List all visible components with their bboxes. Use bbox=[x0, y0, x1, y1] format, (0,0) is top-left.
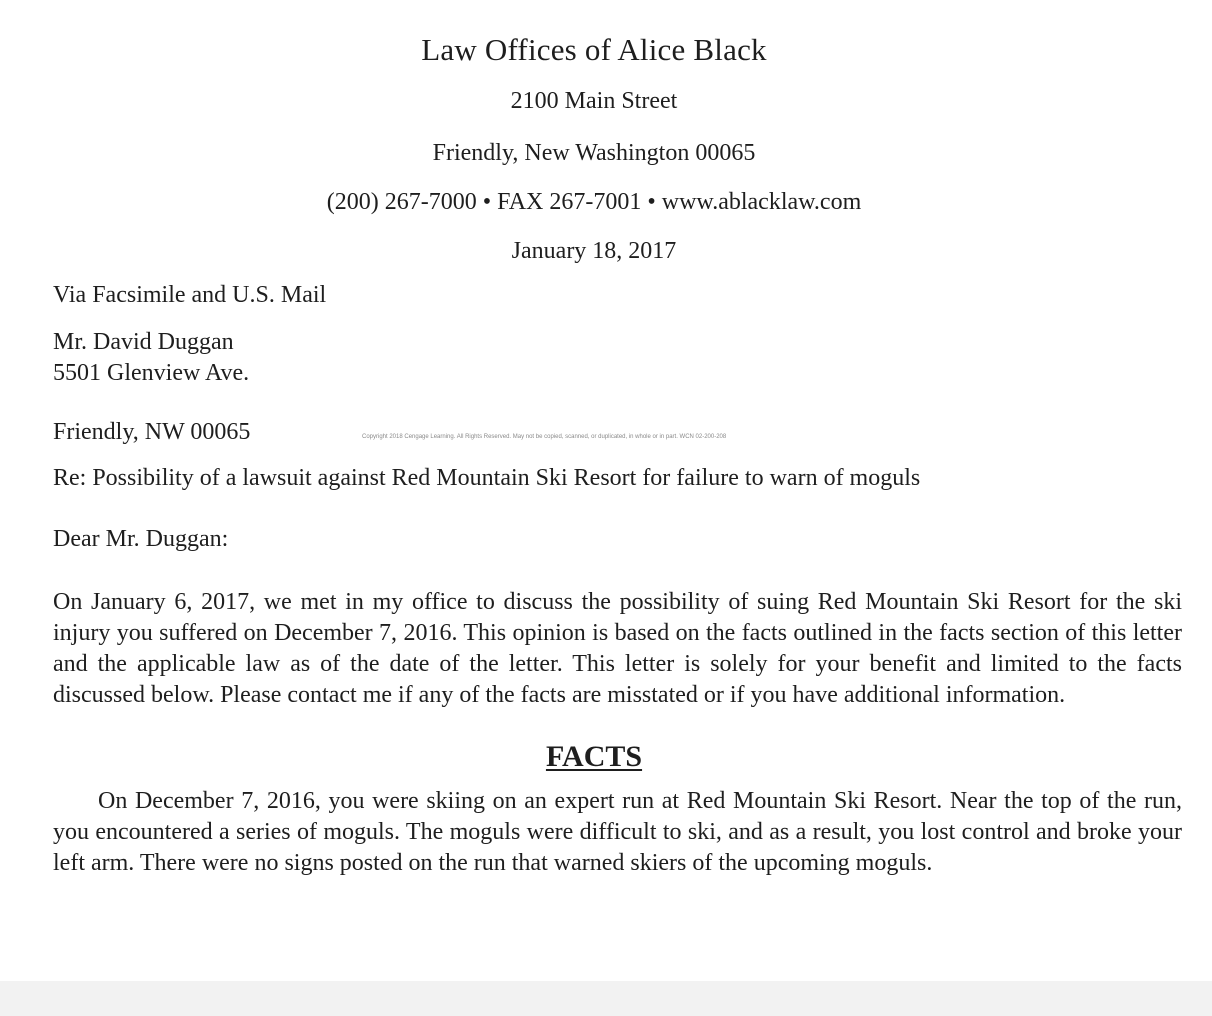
recipient-name: Mr. David Duggan bbox=[53, 329, 234, 355]
subject-line: Re: Possibility of a lawsuit against Red Mountain Ski Resort for failure to warn of moguls bbox=[53, 465, 921, 491]
facts-heading: FACTS bbox=[545, 740, 643, 773]
bottom-bar bbox=[0, 981, 1212, 1016]
intro-paragraph: On January 6, 2017, we met in my office to discuss the possibility of suing Red Mountain Ski Resort for the ski injury you suffered on December 7, 2016. This opinion is based on the facts outlined in the facts section of this letter and the applicable law as of the date of the letter. This letter is solely for your benefit and limited to the facts discussed below. Please contact me if any of the facts are misstated or if you have additional information. bbox=[53, 589, 1182, 708]
copyright-notice: Copyright 2018 Cengage Learning. All Rights Reserved. May not be copied, scanned, or duplicated, in whole or in part. WCN 02-200-208 bbox=[362, 434, 727, 440]
firm-street-address: 2100 Main Street bbox=[510, 88, 678, 114]
firm-city-state-zip: Friendly, New Washington 00065 bbox=[432, 140, 756, 166]
facts-paragraph: On December 7, 2016, you were skiing on an expert run at Red Mountain Ski Resort. Near the top of the run, you encountered a series of moguls. The moguls were difficult to ski, and as a result, you lost control and broke your left arm. There were no signs posted on the run that warned skiers of the upcoming moguls. bbox=[53, 788, 1182, 876]
firm-name: Law Offices of Alice Black bbox=[421, 32, 767, 67]
recipient-city-state-zip: Friendly, NW 00065 bbox=[53, 419, 251, 445]
delivery-method: Via Facsimile and U.S. Mail bbox=[53, 282, 327, 308]
recipient-street: 5501 Glenview Ave. bbox=[53, 360, 250, 386]
letter-date: January 18, 2017 bbox=[511, 238, 677, 264]
salutation: Dear Mr. Duggan: bbox=[53, 526, 229, 552]
firm-contact-line: (200) 267-7000 • FAX 267-7001 • www.ablacklaw.com bbox=[326, 189, 862, 215]
